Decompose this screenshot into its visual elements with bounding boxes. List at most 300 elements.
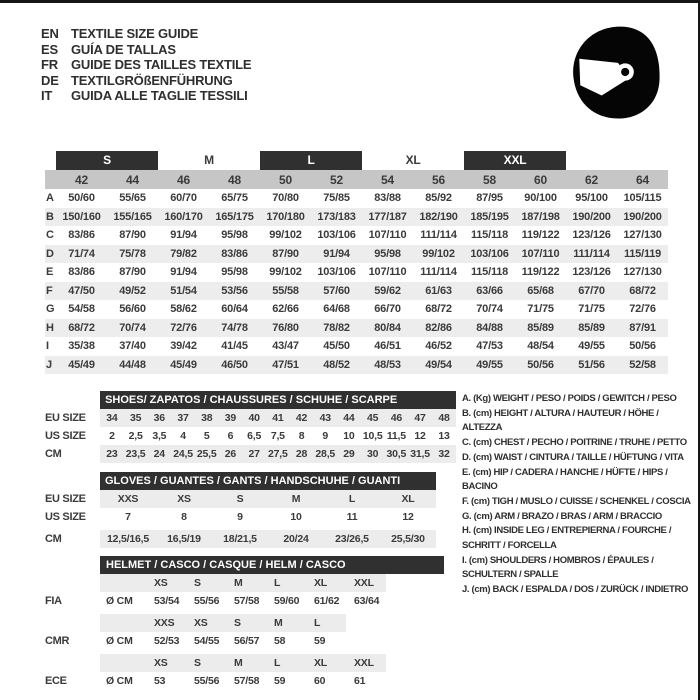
size-group-row (45, 149, 668, 170)
size-value: 31,5 (408, 445, 432, 463)
measure-value: 64/68 (323, 303, 350, 316)
measure-value: 80/84 (362, 319, 413, 338)
measure-value: 187/198 (515, 208, 566, 227)
measure-value: 58/62 (170, 303, 197, 316)
measure-value: 75/85 (323, 192, 350, 205)
size-value: 12 (402, 511, 414, 523)
helmet-size-label: XL (306, 654, 346, 672)
helmet-size-table (45, 556, 444, 690)
size-value: 12,5/16,5 (100, 530, 156, 548)
size-value: 27,5 (266, 445, 290, 463)
size-value: 47 (408, 409, 432, 427)
shoes-title-bar: SHOES/ ZAPATOS / CHAUSSURES / SCHUHE / SCARPE (100, 391, 456, 409)
helmet-size-label: S (226, 614, 266, 632)
size-value: 45 (361, 409, 385, 427)
size-group-label: L (260, 151, 362, 170)
measure-value: 68/72 (425, 303, 452, 316)
measure-value: 45/49 (56, 356, 107, 375)
helmet-values-row-cmr (45, 632, 444, 650)
measure-value: 91/94 (170, 229, 197, 242)
diameter-label: Ø CM (106, 595, 133, 607)
measure-value: 46/50 (209, 356, 260, 375)
helmet-size-label: L (266, 654, 306, 672)
size-number-58: 58 (464, 170, 515, 189)
measure-letter: D (45, 245, 56, 264)
measure-value: 70/74 (476, 303, 503, 316)
size-group-label: M (204, 153, 214, 167)
size-value: 24,5 (171, 445, 195, 463)
measure-value: 115/119 (617, 245, 668, 264)
size-value: 8 (181, 511, 187, 523)
measure-row-e (45, 263, 668, 282)
helmet-size-label: XXS (146, 614, 186, 632)
helmet-size-label: XS (186, 614, 226, 632)
size-value: 35 (124, 409, 148, 427)
measure-value: 107/110 (368, 229, 407, 242)
measure-row-b (45, 208, 668, 227)
helmet-size-value: 57/58 (234, 595, 260, 607)
helmet-size-label: M (226, 574, 266, 592)
measure-value: 190/200 (617, 208, 668, 227)
size-number-54: 54 (362, 170, 413, 189)
helmet-size-label: XXL (346, 654, 386, 672)
measure-value: 103/106 (317, 229, 356, 242)
measure-value: 103/106 (317, 266, 356, 279)
measure-value: 50/60 (68, 192, 95, 205)
size-value: 36 (147, 409, 171, 427)
measure-value: 62/66 (272, 303, 299, 316)
measure-value: 103/106 (464, 245, 515, 264)
size-number-row (45, 170, 668, 189)
measure-letter: C (46, 229, 54, 242)
textile-size-table (45, 149, 668, 374)
size-group-l (260, 149, 362, 170)
measure-value: 177/187 (362, 208, 413, 227)
row-label: EU SIZE (45, 412, 86, 424)
measure-value: 82/86 (413, 319, 464, 338)
helmet-size-value: 57/58 (234, 675, 260, 687)
measure-value: 85/89 (566, 319, 617, 338)
language-title: TEXTILGRÖßENFÜHRUNG (71, 72, 233, 88)
measure-value: 72/76 (629, 303, 656, 316)
language-row-fr (41, 57, 251, 73)
size-group-label: XXL (464, 151, 566, 170)
measure-value: 39/42 (170, 340, 197, 353)
helmet-size-value: 53/54 (154, 595, 180, 607)
size-value: 9 (237, 511, 243, 523)
measure-value: 37/40 (119, 340, 146, 353)
size-value: 46 (385, 409, 409, 427)
measure-value: 48/53 (362, 356, 413, 375)
measure-value: 47/51 (260, 356, 311, 375)
measure-value: 115/118 (470, 229, 509, 242)
measure-value: 78/82 (311, 319, 362, 338)
language-row-de (41, 73, 251, 89)
size-value: 28,5 (313, 445, 337, 463)
measure-value: 111/114 (566, 245, 617, 264)
size-value: 5 (203, 430, 210, 442)
measure-value: 48/52 (311, 356, 362, 375)
measure-row-c (45, 226, 668, 245)
measure-value: 182/190 (413, 208, 464, 227)
measure-row-f (45, 282, 668, 301)
measure-letter: H (45, 319, 56, 338)
measure-value: 70/74 (107, 319, 158, 338)
measure-value: 119/122 (521, 266, 560, 279)
measure-row-a (45, 189, 668, 208)
helmet-icon (566, 17, 668, 127)
measure-value: 51/54 (158, 282, 209, 301)
size-value: 13 (438, 430, 450, 442)
helmet-header-row (45, 556, 444, 574)
helmet-sizes-row-cmr (45, 614, 444, 632)
gloves-size-table (45, 472, 436, 548)
measure-value: 85/89 (515, 319, 566, 338)
size-number-62: 62 (566, 170, 617, 189)
size-value: 8 (298, 430, 305, 442)
size-value: 23,5 (124, 445, 148, 463)
legend-item-f: F. (cm) TIGH / MUSLO / CUISSE / SCHENKEL / COSCIA (462, 495, 691, 507)
row-label: US SIZE (45, 511, 86, 523)
measure-value: 173/183 (311, 208, 362, 227)
measure-letter: A (46, 192, 54, 205)
measure-value: 50/56 (515, 356, 566, 375)
size-value: 4 (180, 430, 186, 442)
size-value: 3,5 (152, 430, 167, 442)
measure-value: 60/70 (170, 192, 197, 205)
language-code: FR (41, 57, 58, 73)
language-row-it (41, 88, 251, 104)
size-value: 16,5/19 (156, 530, 212, 548)
measure-value: 72/76 (158, 319, 209, 338)
measure-value: 71/75 (527, 303, 554, 316)
measure-value: 111/114 (420, 266, 457, 279)
size-value: 30 (361, 445, 385, 463)
gloves-row-us-size (45, 508, 436, 526)
measure-value: 49/55 (578, 340, 605, 353)
legend-item-g: G. (cm) ARM / BRAZO / BRAS / ARM / BRACCIO (462, 510, 662, 522)
measure-value: 68/72 (56, 319, 107, 338)
shoes-row-eu-size (45, 409, 456, 427)
language-code: DE (41, 72, 59, 88)
helmet-size-value: 53 (154, 675, 166, 687)
helmet-size-label: XS (146, 574, 186, 592)
measure-value: 185/195 (464, 208, 515, 227)
size-number-60: 60 (515, 170, 566, 189)
helmet-size-label: M (226, 654, 266, 672)
measure-value: 95/98 (221, 229, 248, 242)
size-value: 48 (432, 409, 456, 427)
measure-value: 49/52 (107, 282, 158, 301)
measure-value: 57/60 (311, 282, 362, 301)
size-value: 2,5 (128, 430, 143, 442)
measure-value: 90/100 (524, 192, 557, 205)
size-value: 30,5 (385, 445, 409, 463)
size-group-xl (362, 149, 464, 170)
helmet-standard-label: CMR (45, 635, 70, 647)
measure-value: 65/75 (221, 192, 248, 205)
measure-value: 91/94 (170, 266, 197, 279)
measure-value: 83/86 (68, 266, 95, 279)
measure-value: 63/66 (464, 282, 515, 301)
helmet-size-value: 59 (314, 635, 326, 647)
legend-item-b: B. (cm) HEIGHT / ALTURA / HAUTEUR / HÖHE / ALTEZZA (462, 407, 659, 434)
helmet-size-value: 55/56 (194, 675, 220, 687)
helmet-standard-label: FIA (45, 595, 62, 607)
size-value: 6,5 (247, 430, 262, 442)
row-label: EU SIZE (45, 493, 86, 505)
size-number-48: 48 (209, 170, 260, 189)
helmet-size-label: S (186, 654, 226, 672)
measure-letter: I (46, 340, 49, 353)
gloves-row-cm (45, 530, 436, 548)
measure-value: 105/115 (623, 192, 662, 205)
size-group-m (158, 149, 260, 170)
helmet-sizes-row-ece (45, 654, 444, 672)
measure-value: 107/110 (368, 266, 407, 279)
measure-value: 61/63 (413, 282, 464, 301)
size-value: 23 (100, 445, 124, 463)
legend-item-h: H. (cm) INSIDE LEG / ENTREPIERNA / FOURCHE / SCHRITT / FORCELLA (462, 525, 672, 552)
helmet-sizes-row-fia (45, 574, 444, 592)
size-value: 18/21,5 (212, 530, 268, 548)
measure-value: 155/165 (107, 208, 158, 227)
measure-value: 160/170 (158, 208, 209, 227)
measure-value: 83/88 (374, 192, 401, 205)
size-value: 2 (109, 430, 115, 442)
size-value: XL (380, 490, 436, 508)
language-title: TEXTILE SIZE GUIDE (71, 26, 199, 41)
measure-value: 51/56 (566, 356, 617, 375)
measure-value: 47/50 (56, 282, 107, 301)
measure-row-j (45, 356, 668, 375)
helmet-size-value: 58 (274, 635, 286, 647)
helmet-size-value: 54/55 (194, 635, 220, 647)
measurement-legend (462, 392, 699, 598)
measure-value: 71/74 (56, 245, 107, 264)
size-value: 40 (242, 409, 266, 427)
size-value: 28 (290, 445, 314, 463)
measure-value: 91/94 (311, 245, 362, 264)
gloves-title-bar: GLOVES / GUANTES / GANTS / HANDSCHUHE / GUANTI (100, 472, 436, 490)
measure-value: 87/90 (119, 266, 146, 279)
language-title-block (41, 26, 251, 104)
measure-value: 49/54 (413, 356, 464, 375)
measure-letter: F (45, 282, 56, 301)
size-value: 7 (125, 511, 131, 523)
measure-value: 84/88 (464, 319, 515, 338)
measure-value: 45/49 (158, 356, 209, 375)
legend-item-e: E. (cm) HIP / CADERA / HANCHE / HÜFTE / HIPS / BACINO (462, 466, 668, 493)
measure-value: 190/200 (566, 208, 617, 227)
legend-item-c: C. (cm) CHEST / PECHO / POITRINE / TRUHE / PETTO (462, 437, 687, 449)
helmet-size-value: 52/53 (154, 635, 180, 647)
size-group-s (56, 149, 158, 170)
size-value: 26 (219, 445, 243, 463)
size-group-label: S (56, 151, 158, 170)
helmet-size-label: XXL (346, 574, 386, 592)
measure-value: 87/90 (119, 229, 146, 242)
measure-value: 74/78 (209, 319, 260, 338)
helmet-size-label: S (186, 574, 226, 592)
size-group-label: XL (405, 153, 421, 167)
measure-value: 107/110 (515, 245, 566, 264)
size-value: 9 (322, 430, 329, 442)
size-value: 12 (414, 430, 426, 442)
measure-value: 46/52 (425, 340, 452, 353)
size-value: 10,5 (362, 430, 383, 442)
measure-row-d (45, 245, 668, 264)
measure-value: 68/72 (617, 282, 668, 301)
measure-value: 65/68 (515, 282, 566, 301)
diameter-label: Ø CM (106, 675, 133, 687)
measure-value: 150/160 (56, 208, 107, 227)
measure-value: 56/60 (119, 303, 146, 316)
size-value: XXS (100, 490, 156, 508)
size-value: 44 (337, 409, 361, 427)
size-value: 34 (100, 409, 124, 427)
measure-value: 99/102 (269, 229, 302, 242)
size-value: 38 (195, 409, 219, 427)
measure-value: 66/70 (374, 303, 401, 316)
legend-item-d: D. (cm) WAIST / CINTURA / TAILLE / HÜFTUNG / VITA (462, 451, 684, 463)
measure-value: 53/56 (209, 282, 260, 301)
size-number-64: 64 (617, 170, 668, 189)
measure-row-g (45, 300, 668, 319)
shoes-row-us-size (45, 427, 456, 445)
size-value: XS (156, 490, 212, 508)
size-value: 23/26,5 (324, 530, 380, 548)
legend-item-j: J. (cm) BACK / ESPALDA / DOS / ZURÜCK / INDIETRO (462, 584, 688, 596)
measure-value: 123/126 (572, 229, 611, 242)
measure-value: 99/102 (269, 266, 302, 279)
measure-letter: E (46, 266, 54, 279)
gloves-header-row (45, 472, 436, 490)
measure-value: 71/75 (578, 303, 605, 316)
size-value: 6 (227, 430, 234, 442)
diameter-label: Ø CM (106, 635, 133, 647)
language-row-es (41, 42, 251, 58)
size-value: 11,5 (386, 430, 406, 442)
size-value: 39 (219, 409, 243, 427)
language-title: GUIDE DES TAILLES TEXTILE (71, 57, 252, 73)
size-value: 32 (432, 445, 456, 463)
size-number-56: 56 (413, 170, 464, 189)
measure-value: 83/86 (209, 245, 260, 264)
measure-value: 75/78 (107, 245, 158, 264)
shoes-header-row (45, 391, 456, 409)
legend-item-i: I. (cm) SHOULDERS / HOMBROS / ÉPAULES / SCHULTERN / SPALLE (462, 554, 654, 581)
helmet-values-row-fia (45, 592, 444, 610)
size-value: 43 (313, 409, 337, 427)
measure-value: 67/70 (566, 282, 617, 301)
measure-value: 79/82 (158, 245, 209, 264)
measure-value: 44/48 (107, 356, 158, 375)
shoes-row-cm (45, 445, 456, 463)
shoes-size-table (45, 391, 456, 463)
size-value: 42 (290, 409, 314, 427)
helmet-size-value: 55/56 (194, 595, 220, 607)
measure-value: 127/130 (623, 229, 662, 242)
measure-value: 83/86 (68, 229, 95, 242)
measure-row-h (45, 319, 668, 338)
size-value: 20/24 (268, 530, 324, 548)
helmet-size-value: 60 (314, 675, 326, 687)
measure-letter: B (45, 208, 56, 227)
measure-value: 87/91 (617, 319, 668, 338)
size-value: L (324, 490, 380, 508)
language-title: GUIDA ALLE TAGLIE TESSILI (71, 88, 248, 104)
helmet-size-label: L (306, 614, 346, 632)
size-value: 29 (337, 445, 361, 463)
size-value: 7,5 (270, 430, 285, 442)
measure-row-i (45, 337, 668, 356)
legend-item-a: A. (Kg) WEIGHT / PESO / POIDS / GEWITCH / PESO (462, 393, 677, 404)
helmet-title-bar: HELMET / CASCO / CASQUE / HELM / CASCO (100, 556, 444, 574)
measure-value: 119/122 (521, 229, 560, 242)
measure-value: 87/90 (260, 245, 311, 264)
helmet-size-value: 59/60 (274, 595, 300, 607)
measure-value: 55/58 (260, 282, 311, 301)
language-code: EN (41, 26, 59, 41)
helmet-size-label: M (266, 614, 306, 632)
measure-value: 60/64 (221, 303, 248, 316)
size-number-50: 50 (260, 170, 311, 189)
helmet-size-label: L (266, 574, 306, 592)
helmet-size-value: 61 (354, 675, 366, 687)
gloves-row-eu-size (45, 490, 436, 508)
measure-value: 95/98 (221, 266, 248, 279)
measure-value: 46/51 (374, 340, 401, 353)
size-group-xxl (464, 149, 566, 170)
measure-letter: G (46, 303, 55, 316)
measure-value: 87/95 (476, 192, 503, 205)
helmet-size-label: XL (306, 574, 346, 592)
size-value: M (268, 490, 324, 508)
measure-value: 99/102 (413, 245, 464, 264)
helmet-values-row-ece (45, 672, 444, 690)
measure-value: 165/175 (209, 208, 260, 227)
measure-value: 127/130 (623, 266, 662, 279)
size-value: 27 (242, 445, 266, 463)
helmet-size-value: 56/57 (234, 635, 260, 647)
size-value: 10 (290, 511, 302, 523)
measure-value: 54/58 (68, 303, 95, 316)
measure-value: 47/53 (476, 340, 503, 353)
size-value: 41 (266, 409, 290, 427)
language-title: GUÍA DE TALLAS (71, 41, 176, 57)
helmet-size-value: 61/62 (314, 595, 340, 607)
measure-value: 45/50 (323, 340, 350, 353)
size-value: 10 (343, 430, 355, 442)
language-code: ES (41, 41, 58, 57)
measure-value: 70/80 (272, 192, 299, 205)
measure-value: 52/58 (617, 356, 668, 375)
size-number-52: 52 (311, 170, 362, 189)
measure-value: 95/100 (575, 192, 608, 205)
measure-value: 170/180 (260, 208, 311, 227)
measure-value: 115/118 (470, 266, 509, 279)
size-value: 25,5 (195, 445, 219, 463)
measure-value: 48/54 (527, 340, 554, 353)
size-number-46: 46 (158, 170, 209, 189)
measure-value: 49/55 (464, 356, 515, 375)
measure-value: 35/38 (68, 340, 95, 353)
size-value: S (212, 490, 268, 508)
measure-letter: J (45, 356, 56, 375)
size-number-44: 44 (107, 170, 158, 189)
helmet-size-label: XS (146, 654, 186, 672)
